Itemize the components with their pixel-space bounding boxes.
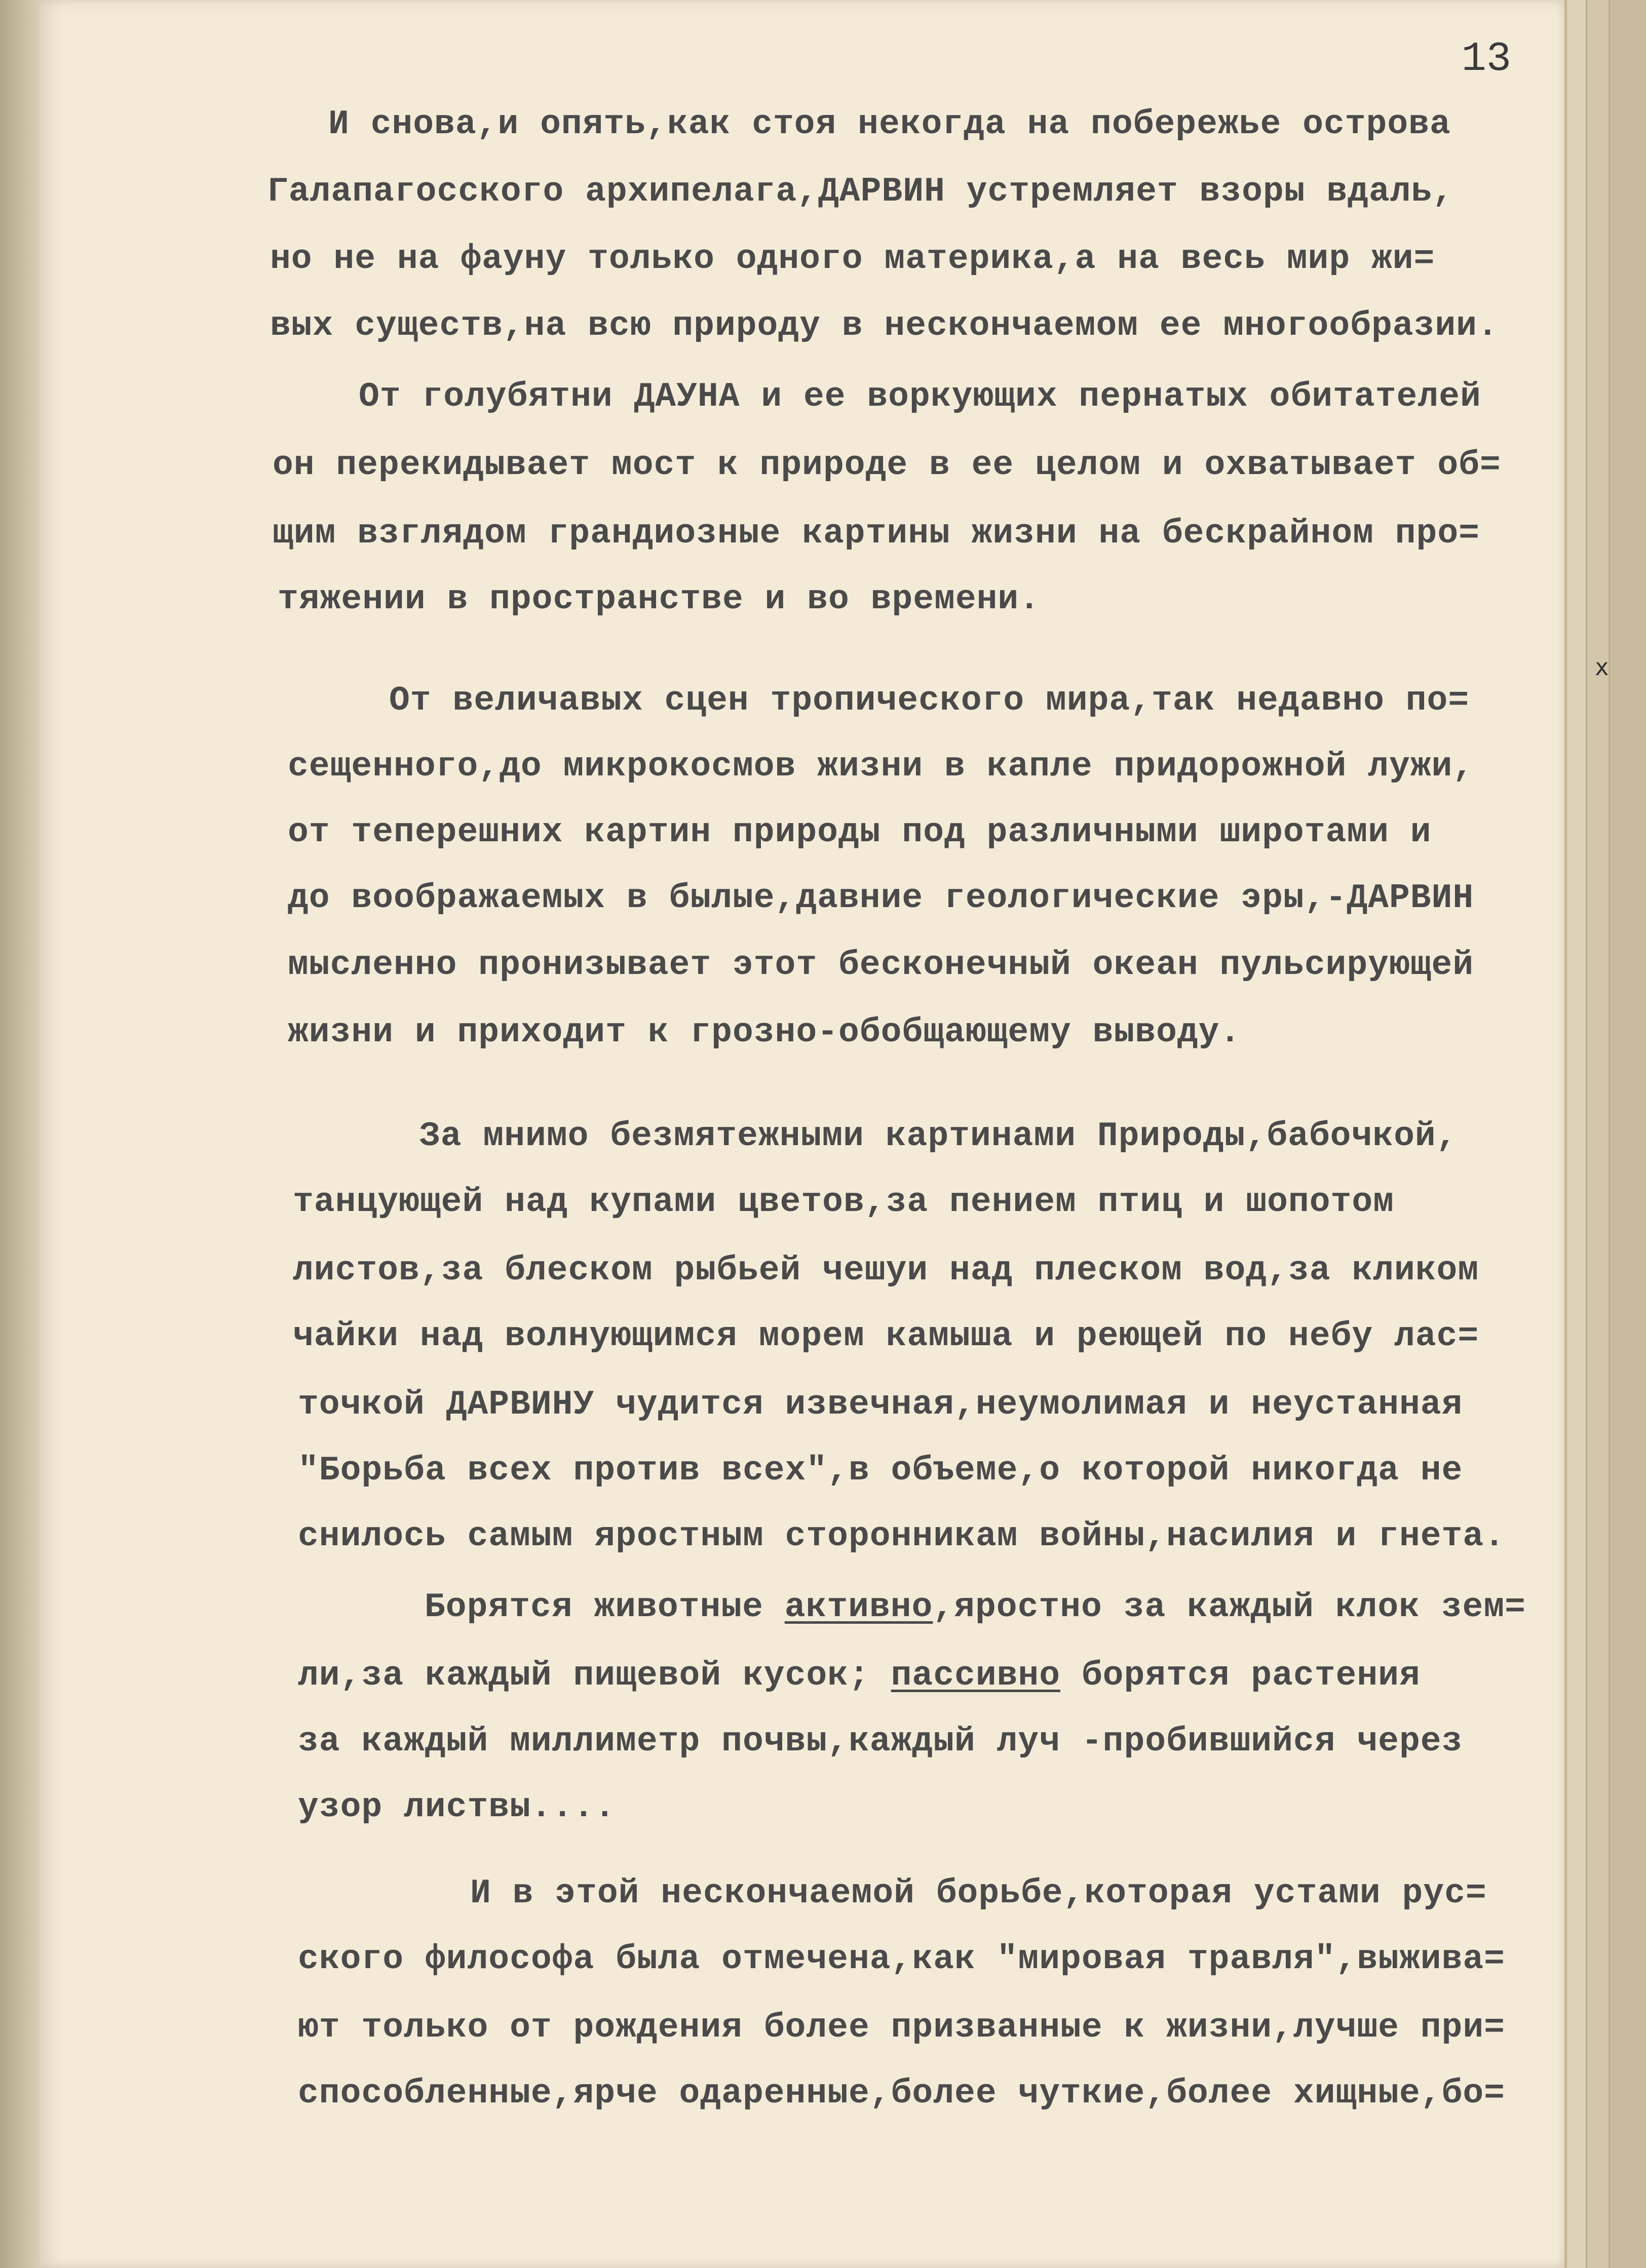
text-line: сещенного,до микрокосмов жизни в капле придорожной лужи, [288, 747, 1474, 786]
text-line: "Борьба всех против всех",в объеме,о которой никогда не [298, 1451, 1463, 1490]
text-line: за каждый миллиметр почвы,каждый луч -пробившийся через [298, 1722, 1463, 1761]
text-line: Борятся животные активно,яростно за каждый клок зем= [425, 1588, 1526, 1627]
text-line: танцующей над купами цветов,за пением птиц и шопотом [293, 1183, 1394, 1222]
margin-mark: x [1595, 653, 1609, 681]
body-text [40, 0, 1564, 2268]
text-line: способленные,ярче одаренные,более чуткие,более хищные,бо= [298, 2074, 1505, 2113]
text-line: тяжении в пространстве и во времени. [278, 580, 1041, 619]
text-line: от теперешних картин природы под различными широтами и [288, 813, 1432, 852]
text-line: Галапагосского архипелага,ДАРВИН устремляет взоры вдаль, [267, 172, 1454, 211]
typewritten-page [40, 0, 1566, 2268]
text-line: но не на фауну только одного материка,а на весь мир жи= [270, 240, 1435, 279]
text-line: узор листвы.... [298, 1788, 616, 1827]
text-line: ского философа была отмечена,как "мировая травля",выжива= [298, 1940, 1505, 1979]
text-line: чайки над волнующимся морем камыша и реющей по небу лас= [293, 1317, 1479, 1356]
text-line: он перекидывает мост к природе в ее целом и охватывает об= [273, 446, 1501, 485]
text-line: точкой ДАРВИНУ чудится извечная,неумолимая и неустанная [298, 1385, 1463, 1424]
text-line: От величавых сцен тропического мира,так недавно по= [389, 681, 1470, 720]
text-line: до воображаемых в былые,давние геологические эры,-ДАРВИН [288, 879, 1474, 918]
text-line: За мнимо безмятежными картинами Природы,бабочкой, [419, 1117, 1458, 1156]
text-line: жизни и приходит к грозно-обобщающему выводу. [288, 1013, 1241, 1052]
text-line: снилось самым яростным сторонникам войны,насилия и гнета. [298, 1517, 1505, 1556]
text-line: мысленно пронизывает этот бесконечный океан пульсирующей [288, 946, 1474, 985]
page-edge [1609, 0, 1646, 2268]
text-line: листов,за блеском рыбьей чешуи над плеском вод,за кликом [293, 1251, 1479, 1290]
text-line: ют только от рождения более призванные к жизни,лучше при= [298, 2008, 1505, 2047]
underlined-word: пассивно [891, 1656, 1061, 1695]
binding-shadow [0, 0, 40, 2268]
text-line: щим взглядом грандиозные картины жизни на бескрайном про= [273, 514, 1480, 553]
page-number: 13 [1461, 35, 1511, 83]
text-line: И снова,и опять,как стоя некогда на побережье острова [328, 105, 1451, 144]
text-line: ли,за каждый пищевой кусок; пассивно борятся растения [298, 1656, 1421, 1695]
underlined-word: активно [784, 1588, 933, 1627]
text-line: От голубятни ДАУНА и ее воркующих пернатых обитателей [359, 377, 1481, 416]
text-line: И в этой нескончаемой борьбе,которая устами рус= [470, 1874, 1487, 1913]
text-line: вых существ,на всю природу в нескончаемом ее многообразии. [270, 306, 1499, 345]
